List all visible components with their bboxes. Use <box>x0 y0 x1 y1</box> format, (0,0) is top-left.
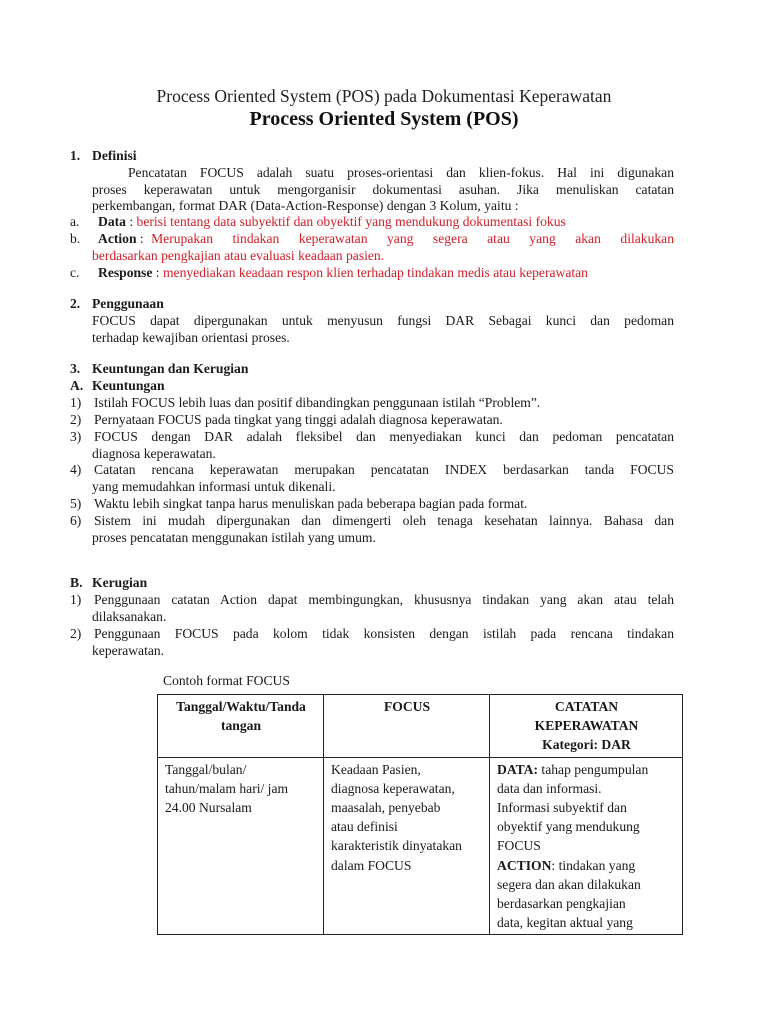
list-text: Catatan rencana keperawatan merupakan pencatatan INDEX berdasarkan tanda FOCUS <box>94 462 674 477</box>
cell-line: data dan informasi. <box>497 780 602 796</box>
keuntungan-item <box>70 512 674 529</box>
cell-line: data, kegitan aktual yang <box>497 915 633 931</box>
table-header-catatan <box>490 695 683 758</box>
section-heading-keuntungan-kerugian <box>70 360 248 377</box>
cell-line: FOCUS <box>497 838 541 854</box>
cell-line: dalam FOCUS <box>331 857 412 873</box>
cell-line <box>497 760 676 779</box>
cell-line: 24.00 Nursalam <box>165 800 252 816</box>
cell-line: karakteristik dinyatakan <box>331 838 462 854</box>
list-marker: 3) <box>70 429 82 444</box>
table-cell-catatan <box>490 757 683 935</box>
list-text-cont: yang memudahkan informasi untuk dikenali. <box>92 479 336 494</box>
keuntungan-item <box>70 461 674 478</box>
section-title: Penggunaan <box>92 296 164 311</box>
list-marker: 2) <box>70 412 82 427</box>
action-text: : tindakan yang <box>551 857 636 873</box>
list-marker: 1) <box>70 395 82 410</box>
cell-line: berdasarkan pengkajian <box>497 896 626 912</box>
dar-description-cont: berdasarkan pengkajian atau evaluasi keadaan pasien. <box>92 248 385 263</box>
list-marker: a. <box>70 214 80 229</box>
list-text-cont: diagnosa keperawatan. <box>92 446 216 461</box>
header-line: KEPERAWATAN <box>534 718 639 734</box>
dar-item-action <box>70 230 674 247</box>
dar-term: Action <box>98 231 137 246</box>
list-text-cont: proses pencatatan menggunakan istilah yang umum. <box>92 530 376 545</box>
list-text: Pernyataan FOCUS pada tingkat yang tinggi adalah diagnosa keperawatan. <box>94 412 503 427</box>
cell-line: maasalah, penyebab <box>331 800 441 816</box>
dar-description: berisi tentang data subyektif dan obyektif yang mendukung dokumentasi fokus <box>136 214 566 229</box>
section-number: 2. <box>70 296 81 311</box>
list-text: Istilah FOCUS lebih luas dan positif dibandingkan penggunaan istilah “Problem”. <box>94 395 541 410</box>
dar-description: Merupakan tindakan keperawatan yang segera atau yang akan dilakukan <box>151 231 674 246</box>
section-number: 3. <box>70 361 81 376</box>
action-label: ACTION <box>497 857 552 873</box>
kerugian-item <box>70 591 674 608</box>
section-title: Keuntungan dan Kerugian <box>92 361 249 376</box>
keuntungan-item <box>70 411 503 428</box>
cell-line: Tanggal/bulan/ <box>165 761 247 777</box>
list-text-cont: dilaksanakan. <box>92 609 167 624</box>
table-header-date <box>158 695 324 758</box>
subsection-heading-kerugian <box>70 574 147 591</box>
section-heading-penggunaan <box>70 295 164 312</box>
subsection-title: Keuntungan <box>92 378 165 393</box>
list-text: FOCUS dengan DAR adalah fleksibel dan menyediakan kunci dan pedoman pencatatan <box>94 429 674 444</box>
cell-line <box>497 856 676 875</box>
cell-line: tahun/malam hari/ jam <box>165 780 289 796</box>
data-label: DATA: <box>497 761 539 777</box>
list-marker: b. <box>70 231 81 246</box>
data-text: tahap pengumpulan <box>538 761 649 777</box>
section-title: Definisi <box>92 148 137 163</box>
document-subtitle: Process Oriented System (POS) pada Dokumentasi Keperawatan <box>156 86 612 106</box>
list-text: Penggunaan FOCUS pada kolom tidak konsisten dengan istilah pada rencana tindakan <box>94 626 674 641</box>
table-cell-focus <box>324 757 490 935</box>
list-marker: c. <box>70 265 80 280</box>
table-header-focus <box>324 695 490 758</box>
dar-item-data <box>70 213 566 230</box>
definisi-paragraph-line: proses keperawatan untuk mengorganisir dokumentasi asuhan. Jika menuliskan catatan <box>92 182 674 197</box>
subsection-marker: B. <box>70 575 83 590</box>
section-heading-definisi <box>70 147 137 164</box>
dar-term: Data <box>98 214 126 229</box>
focus-format-table <box>157 694 683 935</box>
section-number: 1. <box>70 148 81 163</box>
definisi-paragraph-line: perkembangan, format DAR (Data-Action-Response) dengan 3 Kolum, yaitu : <box>92 198 519 213</box>
subsection-title: Kerugian <box>92 575 148 590</box>
cell-line: obyektif yang mendukung <box>497 819 640 835</box>
list-marker: 1) <box>70 592 82 607</box>
keuntungan-item <box>70 394 540 411</box>
list-text-cont: keperawatan. <box>92 643 165 658</box>
list-marker: 5) <box>70 496 82 511</box>
list-text: Sistem ini mudah dipergunakan dan dimengerti oleh tenaga kesehatan lainnya. Bahasa dan <box>94 513 674 528</box>
subsection-marker: A. <box>70 378 84 393</box>
definisi-paragraph-line: Pencatatan FOCUS adalah suatu proses-orientasi dan klien-fokus. Hal ini digunakan <box>128 165 674 180</box>
kerugian-item <box>70 625 674 642</box>
cell-line: Keadaan Pasien, <box>331 761 421 777</box>
table-caption: Contoh format FOCUS <box>163 673 290 688</box>
dar-separator: : <box>152 265 163 280</box>
dar-separator: : <box>125 214 137 229</box>
header-line: tangan <box>220 718 262 734</box>
table-header-row <box>158 695 683 758</box>
cell-line: Informasi subyektif dan <box>497 800 627 816</box>
dar-item-response <box>70 264 588 281</box>
list-marker: 2) <box>70 626 82 641</box>
dar-term: Response <box>98 265 153 280</box>
header-line: CATATAN <box>554 699 619 714</box>
penggunaan-paragraph-line: terhadap kewajiban orientasi proses. <box>92 330 290 345</box>
keuntungan-item <box>70 495 527 512</box>
list-marker: 6) <box>70 513 82 528</box>
header-line: FOCUS <box>383 699 431 714</box>
table-cell-date <box>158 757 324 935</box>
list-text: Waktu lebih singkat tanpa harus menuliskan pada beberapa bagian pada format. <box>94 496 528 511</box>
list-marker: 4) <box>70 462 82 477</box>
penggunaan-paragraph-line: FOCUS dapat dipergunakan untuk menyusun fungsi DAR Sebagai kunci dan pedoman <box>92 313 674 328</box>
cell-line: diagnosa keperawatan, <box>331 780 455 796</box>
table-row <box>158 757 683 935</box>
cell-line: segera dan akan dilakukan <box>497 876 641 892</box>
dar-separator: : <box>136 231 148 246</box>
header-line: Kategori: DAR <box>542 737 631 753</box>
keuntungan-item <box>70 428 674 445</box>
header-line: Tanggal/Waktu/Tanda <box>176 699 306 714</box>
document-title: Process Oriented System (POS) <box>249 108 519 130</box>
cell-line: atau definisi <box>331 819 398 835</box>
list-text: Penggunaan catatan Action dapat membingungkan, khususnya tindakan yang akan atau telah <box>94 592 674 607</box>
dar-description: menyediakan keadaan respon klien terhadap tindakan medis atau keperawatan <box>162 265 588 280</box>
subsection-heading-keuntungan <box>70 377 165 394</box>
